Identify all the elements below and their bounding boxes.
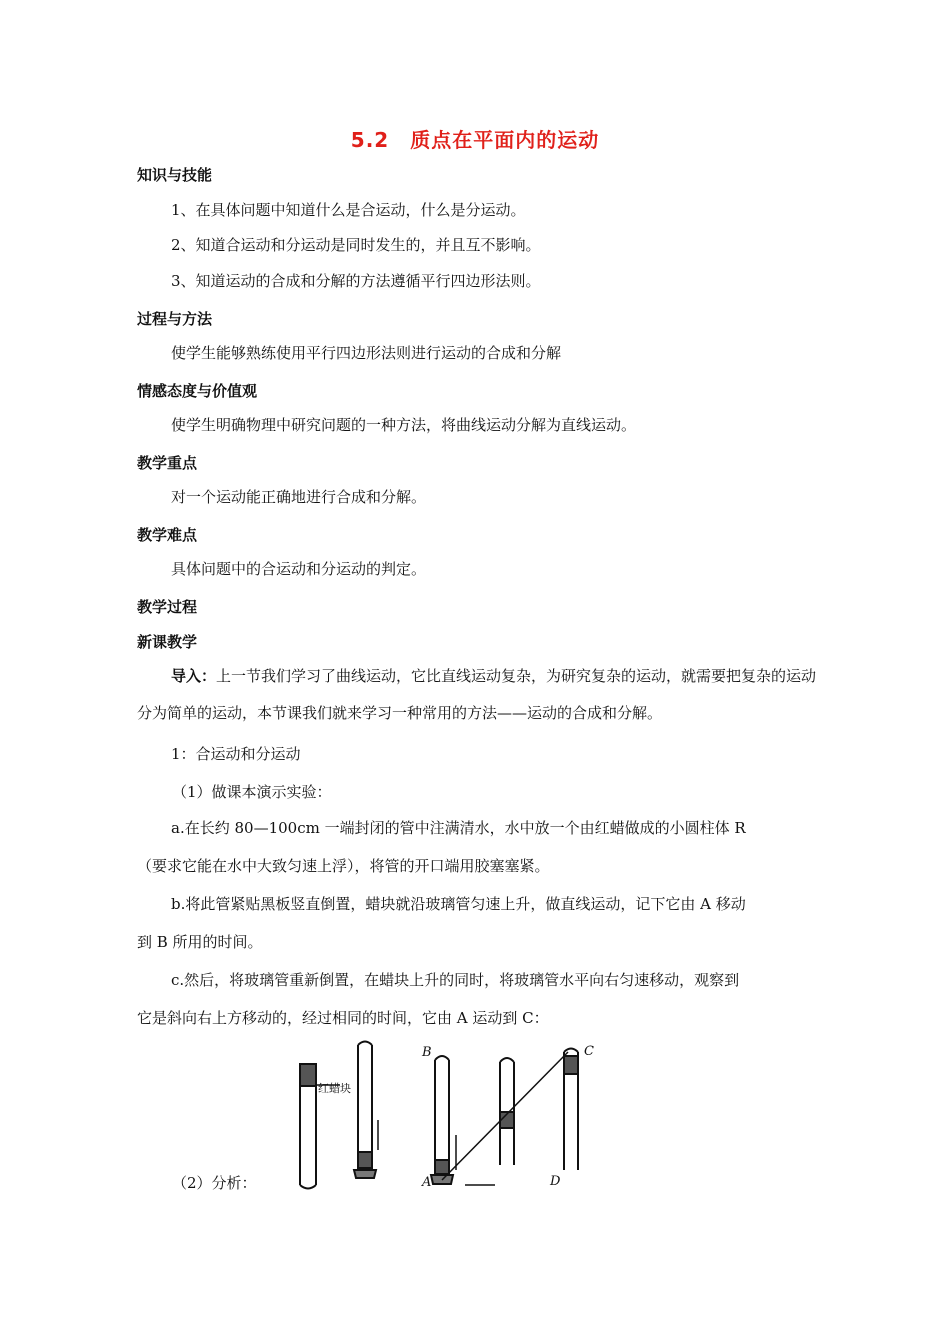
knowledge-item-3: 3、知道运动的合成和分解的方法遵循平行四边形法则。 [171,272,541,290]
experiment-figure [270,1040,605,1200]
difficulty-text: 具体问题中的合运动和分运动的判定。 [171,560,427,578]
tube-3 [435,1056,449,1175]
step-1: （1）做课本演示实验： [172,783,332,801]
step-b-line-2: 到 B 所用的时间。 [137,933,263,951]
step-c-line-2: 它是斜向右上方移动的，经过相同的时间，它由 A 运动到 C： [137,1009,549,1027]
heading-process: 过程与方法 [137,310,213,328]
heading-key-point: 教学重点 [137,454,198,472]
step-2: （2）分析： [172,1174,257,1192]
step-a-line-1: a.在长约 80—100cm 一端封闭的管中注满清水，水中放一个由红蜡做成的小圆柱体 R [171,819,746,837]
page-title: 5.2 质点在平面内的运动 [350,128,600,152]
step-a-line-2: （要求它能在水中大致匀速上浮），将管的开口端用胶塞塞紧。 [137,857,550,875]
label-D: D [550,1174,561,1189]
knowledge-item-2: 2、知道合运动和分运动是同时发生的，并且互不影响。 [171,236,541,254]
heading-difficulty: 教学难点 [137,526,198,544]
intro-paragraph [137,658,817,732]
heading-knowledge: 知识与技能 [137,166,213,184]
heading-attitude: 情感态度与价值观 [137,382,258,400]
tube-2 [358,1042,372,1171]
step-b-line-1: b.将此管紧贴黑板竖直倒置，蜡块就沿玻璃管匀速上升，做直线运动，记下它由 A 移动 [171,895,746,913]
stopper-2 [354,1170,376,1178]
point-1: 1：合运动和分运动 [171,745,301,763]
attitude-text: 使学生明确物理中研究问题的一种方法，将曲线运动分解为直线运动。 [171,416,637,434]
wax-block-5 [564,1056,578,1074]
diagonal-path [442,1052,568,1180]
heading-teaching-process: 教学过程 [137,598,198,616]
intro-label: 导入： [171,667,217,685]
label-A: A [422,1175,432,1190]
knowledge-item-1: 1、在具体问题中知道什么是合运动，什么是分运动。 [171,201,526,219]
wax-block-1 [300,1064,316,1086]
wax-label: 红蜡块 [318,1082,351,1095]
step-c-line-1: c.然后，将玻璃管重新倒置，在蜡块上升的同时，将玻璃管水平向右匀速移动，观察到 [171,971,740,989]
wax-block-2 [358,1152,372,1168]
intro-text: 上一节我们学习了曲线运动，它比直线运动复杂，为研究复杂的运动，就需要把复杂的运动分为简单的运动，本节课我们就来学习一种常用的方法——运动的合成和分解。 [137,667,817,722]
key-point-text: 对一个运动能正确地进行合成和分解。 [171,488,427,506]
process-text: 使学生能够熟练使用平行四边形法则进行运动的合成和分解 [171,344,562,362]
label-B: B [422,1045,432,1060]
label-C: C [584,1044,594,1059]
wax-block-3 [435,1160,449,1174]
heading-new-lesson: 新课教学 [137,633,198,651]
